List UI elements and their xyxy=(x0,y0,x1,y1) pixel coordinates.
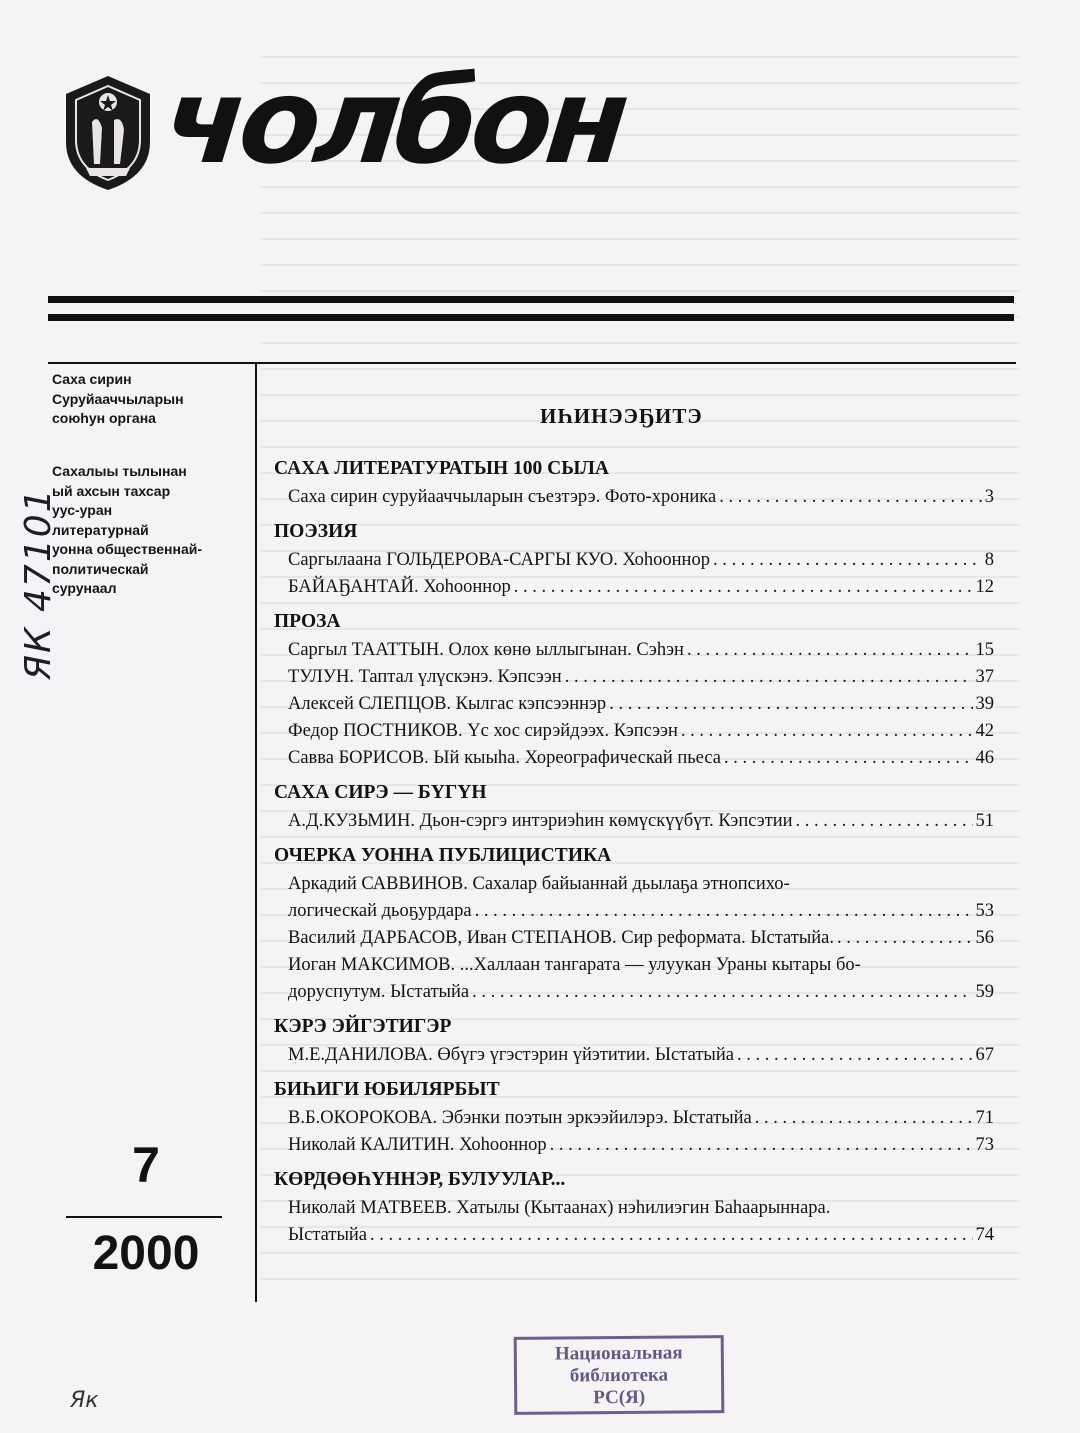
dot-leader xyxy=(565,664,973,691)
toc-entry-text: Савва БОРИСОВ. Ый кыыһа. Хореографическай пьеса xyxy=(288,748,722,768)
toc-page-number: 59 xyxy=(975,982,994,1002)
toc-entry xyxy=(274,718,994,745)
dot-leader xyxy=(796,808,973,835)
toc-entry-text: М.Е.ДАНИЛОВА. Өбүгэ үгэстэрин үйэтитии. Ыстатыйа xyxy=(288,1045,734,1065)
toc-section-heading: КӨРДӨӨҺҮННЭР, БУЛУУЛАР... xyxy=(274,1169,566,1190)
toc-section-heading: КЭРЭ ЭЙГЭТИГЭР xyxy=(274,1016,452,1037)
toc-page-number: 12 xyxy=(975,577,994,597)
table-of-contents xyxy=(274,454,994,1249)
dot-leader xyxy=(687,637,973,664)
toc-entry xyxy=(274,952,994,1006)
issue-divider xyxy=(66,1216,222,1218)
description-line: сурунаал xyxy=(52,580,117,596)
toc-page-number: 67 xyxy=(975,1045,994,1065)
toc-entry-text: доруспутум. Ыстатыйа xyxy=(288,982,470,1002)
description-line: уус-уран xyxy=(52,502,113,518)
dot-leader xyxy=(755,1105,973,1132)
toc-section-heading: ОЧЕРКА УОННА ПУБЛИЦИСТИКА xyxy=(274,845,612,866)
description-line: Сахалыы тылынан xyxy=(52,463,187,479)
toc-page-number: 42 xyxy=(975,721,994,741)
toc-section-heading: БИҺИГИ ЮБИЛЯРБЫТ xyxy=(274,1079,500,1100)
toc-entry-text: Федор ПОСТНИКОВ. Үс хос сирэйдээх. Кэпсээн xyxy=(288,721,678,741)
stamp-line: Национальная xyxy=(554,1342,683,1365)
toc-entry-text: Николай КАЛИТИН. Хоһооннор xyxy=(288,1135,547,1155)
toc-entry-text: БАЙАҔАНТАЙ. Хоһооннор xyxy=(288,577,511,597)
toc-entry xyxy=(274,808,994,835)
library-stamp xyxy=(514,1335,725,1415)
handwritten-initials: Як xyxy=(70,1388,99,1413)
description-line: уонна общественнай- xyxy=(52,541,203,557)
dot-leader xyxy=(713,547,982,574)
toc-page-number: 15 xyxy=(975,640,994,660)
issue-year: 2000 xyxy=(92,1227,200,1280)
journal-description xyxy=(52,462,232,599)
toc-page-number: 53 xyxy=(975,901,994,921)
header-divider xyxy=(48,362,1016,364)
toc-page-number: 56 xyxy=(975,928,994,948)
toc-entry-text: Саргыл ТААТТЫН. Олох көнө ыллыгынан. Сэһэн xyxy=(288,640,684,660)
dot-leader xyxy=(609,691,972,718)
toc-entry-text: Саргылаана ГОЛЬДЕРОВА-САРГЫ КУО. Хоһооннор xyxy=(288,550,710,570)
column-divider xyxy=(255,362,257,1302)
description-line: политическай xyxy=(52,560,149,577)
dot-leader xyxy=(370,1222,972,1249)
toc-entry-text: В.Б.ОКОРОКОВА. Эбэнки поэтын эркээйилэрэ. Ыстатыйа xyxy=(288,1108,752,1128)
toc-entry-text: логическай дьоҕурдара xyxy=(288,901,472,921)
stamp-line: РС(Я) xyxy=(593,1386,646,1409)
dot-leader xyxy=(837,925,973,952)
toc-entry xyxy=(274,691,994,718)
publisher-line: Саха сирин xyxy=(52,371,132,387)
handwritten-catalog-code: ЯК 47101 xyxy=(18,487,59,680)
toc-entry-text: Василий ДАРБАСОВ, Иван СТЕПАНОВ. Сир реформата. Ыстатыйа. xyxy=(288,928,834,948)
toc-entry xyxy=(274,1132,994,1159)
toc-entry xyxy=(274,871,994,925)
dot-leader xyxy=(737,1042,973,1069)
toc-page-number: 8 xyxy=(984,550,994,570)
toc-page-number: 46 xyxy=(975,748,994,768)
toc-entry-text: ТУЛУН. Таптал үлүскэнэ. Кэпсээн xyxy=(288,667,562,687)
masthead-rule-bottom xyxy=(48,314,1014,321)
toc-section-heading: САХА ЛИТЕРАТУРАТЫН 100 СЫЛА xyxy=(274,458,609,479)
emblem-logo xyxy=(58,72,158,194)
dot-leader xyxy=(724,745,972,772)
publisher-line: союһун органа xyxy=(52,410,156,426)
description-line: литературнай xyxy=(52,521,149,538)
toc-entry-text: Алексей СЛЕПЦОВ. Кылгас кэпсээннэр xyxy=(288,694,607,714)
dot-leader xyxy=(475,898,973,925)
toc-entry-text: Иоган МАКСИМОВ. ...Халлаан тангарата — улуукан Ураны кытары бо- xyxy=(288,955,861,975)
toc-entry xyxy=(274,745,994,772)
dot-leader xyxy=(719,484,982,511)
toc-page-number: 37 xyxy=(975,667,994,687)
publisher-line: Суруйааччыларын xyxy=(52,390,184,407)
dot-leader xyxy=(681,718,973,745)
stamp-line: библиотека xyxy=(569,1364,669,1387)
toc-page-number: 71 xyxy=(975,1108,994,1128)
toc-page-number: 74 xyxy=(975,1225,994,1245)
dot-leader xyxy=(472,979,972,1006)
description-line: ый ахсын тахсар xyxy=(52,482,171,499)
toc-entry xyxy=(274,925,994,952)
toc-page-number: 3 xyxy=(984,487,994,507)
toc-entry-text: А.Д.КУЗЬМИН. Дьон-сэргэ интэриэһин көмүскүүбүт. Кэпсэтии xyxy=(288,811,793,831)
toc-page-number: 73 xyxy=(975,1135,994,1155)
issue-number: 7 xyxy=(132,1137,160,1193)
dot-leader xyxy=(550,1132,973,1159)
toc-page-number: 51 xyxy=(975,811,994,831)
toc-entry xyxy=(274,664,994,691)
toc-entry-text: Ыстатыйа xyxy=(288,1225,368,1245)
toc-entry xyxy=(274,1195,994,1249)
toc-entry xyxy=(274,1105,994,1132)
toc-entry xyxy=(274,1042,994,1069)
toc-title: ИҺИНЭЭҔИТЭ xyxy=(540,404,703,428)
toc-entry xyxy=(274,547,994,574)
toc-section-heading: ПРОЗА xyxy=(274,611,341,632)
dot-leader xyxy=(514,574,973,601)
toc-page-number: 39 xyxy=(975,694,994,714)
toc-entry xyxy=(274,484,994,511)
masthead-rule-top xyxy=(48,296,1014,303)
toc-section-heading: ПОЭЗИЯ xyxy=(274,521,358,542)
toc-entry xyxy=(274,574,994,601)
toc-entry xyxy=(274,637,994,664)
toc-entry-text: Николай МАТВЕЕВ. Хатылы (Кытаанах) нэһилиэгин Баһаарыннара. xyxy=(288,1198,831,1218)
masthead-title: чолбон xyxy=(157,52,630,190)
toc-section-heading: САХА СИРЭ — БҮГҮН xyxy=(274,782,487,803)
toc-entry-text: Саха сирин суруйааччыларын съезтэрэ. Фото-хроника xyxy=(288,487,717,507)
toc-entry-text: Аркадий САВВИНОВ. Сахалар байыаннай дьылаҕа этнопсихо- xyxy=(288,874,790,894)
publisher-block xyxy=(52,370,232,429)
